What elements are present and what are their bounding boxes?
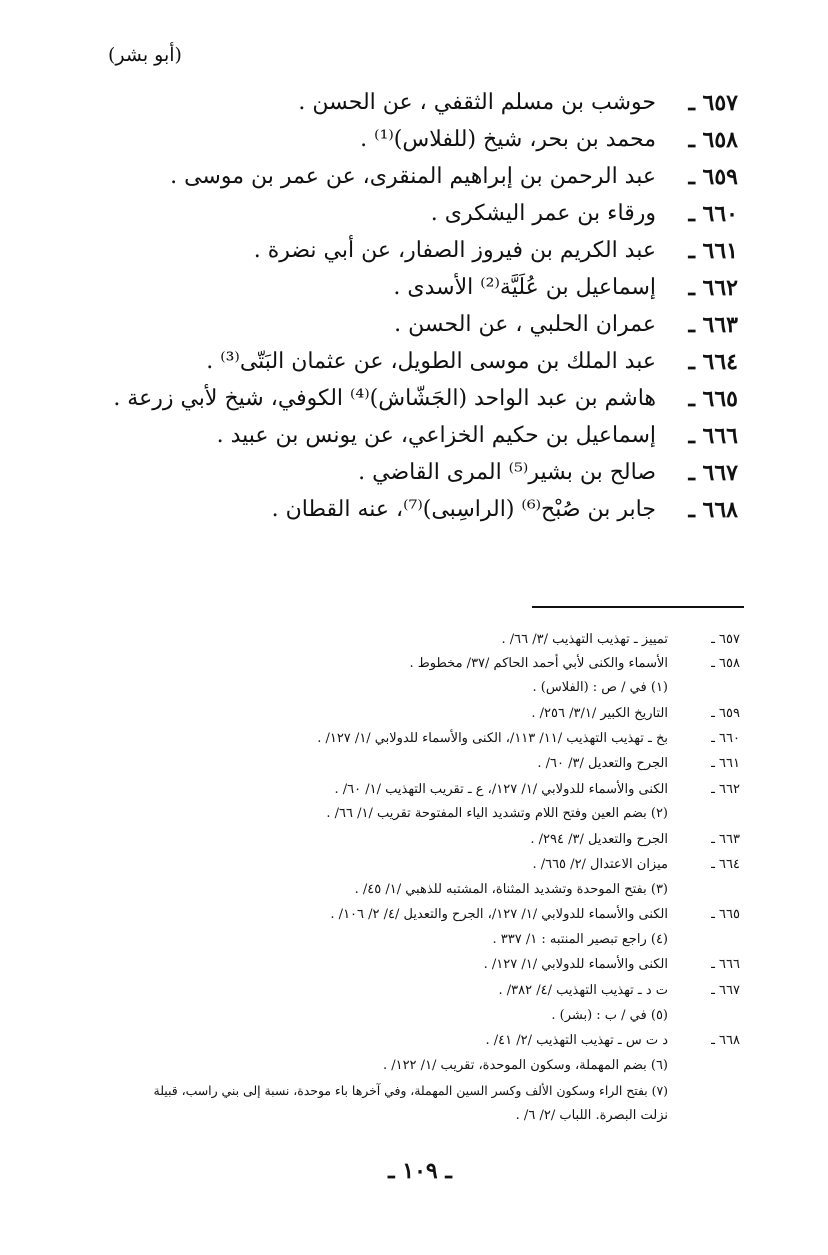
- footnote-text: الكنى والأسماء للدولابي /١/ ١٢٧/ .: [483, 957, 668, 972]
- footnote-text: الكنى والأسماء للدولابي /١/ ١٢٧/، ع ـ تقريب التهذيب /١/ ٦٠/ .: [334, 782, 668, 797]
- list-item: [0, 127, 828, 163]
- entry-number: ٦٦٥ ـ: [688, 386, 738, 412]
- list-item: [0, 238, 828, 274]
- list-item: [0, 164, 828, 200]
- list-item: [0, 90, 828, 126]
- footnote-text: (٢) بضم العين وفتح اللام وتشديد الياء المفتوحة تقريب /١/ ٦٦/ .: [326, 806, 668, 821]
- entry-number: ٦٦٦ ـ: [688, 423, 738, 449]
- entry-number: ٦٥٧ ـ: [688, 90, 738, 116]
- footnote-row: [0, 1083, 828, 1105]
- footnote-text: (٧) بفتح الراء وسكون الألف وكسر السين المهملة، وفي آخرها باء موحدة، نسبة إلى بني راسب، قبيلة: [153, 1083, 668, 1098]
- entry-text: جابر بن صُبْح⁽⁶⁾ (الراسِبى)⁽⁷⁾، عنه القطان .: [271, 497, 656, 522]
- footnote-text: ت د ـ تهذيب التهذيب /٤/ ٣٨٢/ .: [498, 983, 668, 998]
- footnote-row: [0, 957, 828, 979]
- footnote-row: [0, 756, 828, 778]
- entry-text: إسماعيل بن حكيم الخزاعي، عن يونس بن عبيد .: [216, 423, 656, 448]
- footnote-number: ٦٥٧ ـ: [711, 632, 740, 647]
- footnote-number: ٦٦١ ـ: [711, 756, 740, 771]
- footnote-text: د ت س ـ تهذيب التهذيب /٢/ ٤١/ .: [485, 1033, 668, 1048]
- entry-number: ٦٦٨ ـ: [688, 497, 738, 523]
- footnote-row: [0, 1058, 828, 1080]
- footnote-text: الأسماء والكنى لأبي أحمد الحاكم /٣٧/ مخطوط .: [409, 656, 668, 671]
- list-item: [0, 423, 828, 459]
- footnote-number: ٦٦٨ ـ: [711, 1033, 740, 1048]
- footnote-text: (٥) في / ب : (بشر) .: [551, 1008, 668, 1023]
- entry-number: ٦٦٧ ـ: [688, 460, 738, 486]
- list-item: [0, 349, 828, 385]
- footnote-number: ٦٦٠ ـ: [711, 731, 740, 746]
- footnote-row: [0, 1108, 828, 1130]
- footnote-row: [0, 632, 828, 654]
- list-item: [0, 497, 828, 533]
- footnote-row: [0, 1008, 828, 1030]
- entry-number: ٦٦٤ ـ: [688, 349, 738, 375]
- entry-number: ٦٥٩ ـ: [688, 164, 738, 190]
- list-item: [0, 275, 828, 311]
- entry-text: عمران الحلبي ، عن الحسن .: [394, 312, 656, 337]
- footnote-number: ٦٦٣ ـ: [711, 832, 740, 847]
- footnote-row: [0, 782, 828, 804]
- footnote-row: [0, 983, 828, 1005]
- list-item: [0, 201, 828, 237]
- page-number: ـ ١٠٩ ـ: [388, 1158, 452, 1184]
- footnote-number: ٦٦٦ ـ: [711, 957, 740, 972]
- entry-number: ٦٦٣ ـ: [688, 312, 738, 338]
- entry-text: عبد الرحمن بن إبراهيم المنقرى، عن عمر بن موسى .: [170, 164, 656, 189]
- footnote-row: [0, 932, 828, 954]
- entry-number: ٦٥٨ ـ: [688, 127, 738, 153]
- footnote-row: [0, 706, 828, 728]
- footnote-number: ٦٦٥ ـ: [711, 907, 740, 922]
- entry-text: عبد الملك بن موسى الطويل، عن عثمان البَتّى⁽³⁾ .: [206, 349, 656, 374]
- footnote-row: [0, 832, 828, 854]
- footnote-text: (٦) بضم المهملة، وسكون الموحدة، تقريب /١/ ١٢٢/ .: [382, 1058, 668, 1073]
- entry-number: ٦٦١ ـ: [688, 238, 738, 264]
- footnote-text: (٣) بفتح الموحدة وتشديد المثناة، المشتبه للذهبي /١/ ٤٥/ .: [354, 882, 668, 897]
- footnote-text: ميزان الاعتدال /٢/ ٦٦٥/ .: [532, 857, 668, 872]
- list-item: [0, 386, 828, 422]
- running-title: (أبو بشر): [108, 44, 182, 66]
- footnote-number: ٦٦٤ ـ: [711, 857, 740, 872]
- entry-text: عبد الكريم بن فيروز الصفار، عن أبي نضرة .: [253, 238, 656, 263]
- entry-number: ٦٦٠ ـ: [688, 201, 738, 227]
- footnote-text: التاريخ الكبير /٣/١/ ٢٥٦/ .: [531, 706, 668, 721]
- entry-text: هاشم بن عبد الواحد (الجَشّاش)⁽⁴⁾ الكوفي، شيخ لأبي زرعة .: [113, 386, 656, 411]
- footnote-text: نزلت البصرة. اللباب /٢/ ٦/ .: [515, 1108, 668, 1123]
- footnote-number: ٦٦٧ ـ: [711, 983, 740, 998]
- footnote-text: بخ ـ تهذيب التهذيب /١١/ ١١٣/، الكنى والأسماء للدولابي /١/ ١٢٧/ .: [317, 731, 668, 746]
- footnote-row: [0, 882, 828, 904]
- footnote-row: [0, 907, 828, 929]
- entry-text: إسماعيل بن عُلَيَّة⁽²⁾ الأسدى .: [393, 275, 656, 300]
- footnote-row: [0, 1033, 828, 1055]
- list-item: [0, 312, 828, 348]
- footnote-row: [0, 857, 828, 879]
- footnote-text: الجرح والتعديل /٣/ ٦٠/ .: [537, 756, 668, 771]
- entry-text: ورقاء بن عمر اليشكرى .: [430, 201, 656, 226]
- footnote-row: [0, 806, 828, 828]
- footnote-number: ٦٥٨ ـ: [711, 656, 740, 671]
- entry-text: صالح بن بشير⁽⁵⁾ المرى القاضي .: [358, 460, 656, 485]
- entry-text: حوشب بن مسلم الثقفي ، عن الحسن .: [298, 90, 656, 115]
- footnote-number: ٦٥٩ ـ: [711, 706, 740, 721]
- footnote-text: الكنى والأسماء للدولابي /١/ ١٢٧/، الجرح والتعديل /٤/ ٢/ ١٠٦/ .: [330, 907, 668, 922]
- footnote-row: [0, 656, 828, 678]
- footnote-number: ٦٦٢ ـ: [711, 782, 740, 797]
- footnote-text: الجرح والتعديل /٣/ ٢٩٤/ .: [530, 832, 668, 847]
- entry-number: ٦٦٢ ـ: [688, 275, 738, 301]
- footnote-row: [0, 731, 828, 753]
- entry-text: محمد بن بحر، شيخ (للفلاس)⁽¹⁾ .: [360, 127, 656, 152]
- list-item: [0, 460, 828, 496]
- footnote-text: تمييز ـ تهذيب التهذيب /٣/ ٦٦/ .: [501, 632, 668, 647]
- footnote-divider: [532, 606, 744, 608]
- footnote-text: (١) في / ص : (الفلاس) .: [532, 680, 668, 695]
- footnote-text: (٤) راجع تبصير المنتبه : ١/ ٣٣٧ .: [492, 932, 668, 947]
- footnote-row: [0, 680, 828, 702]
